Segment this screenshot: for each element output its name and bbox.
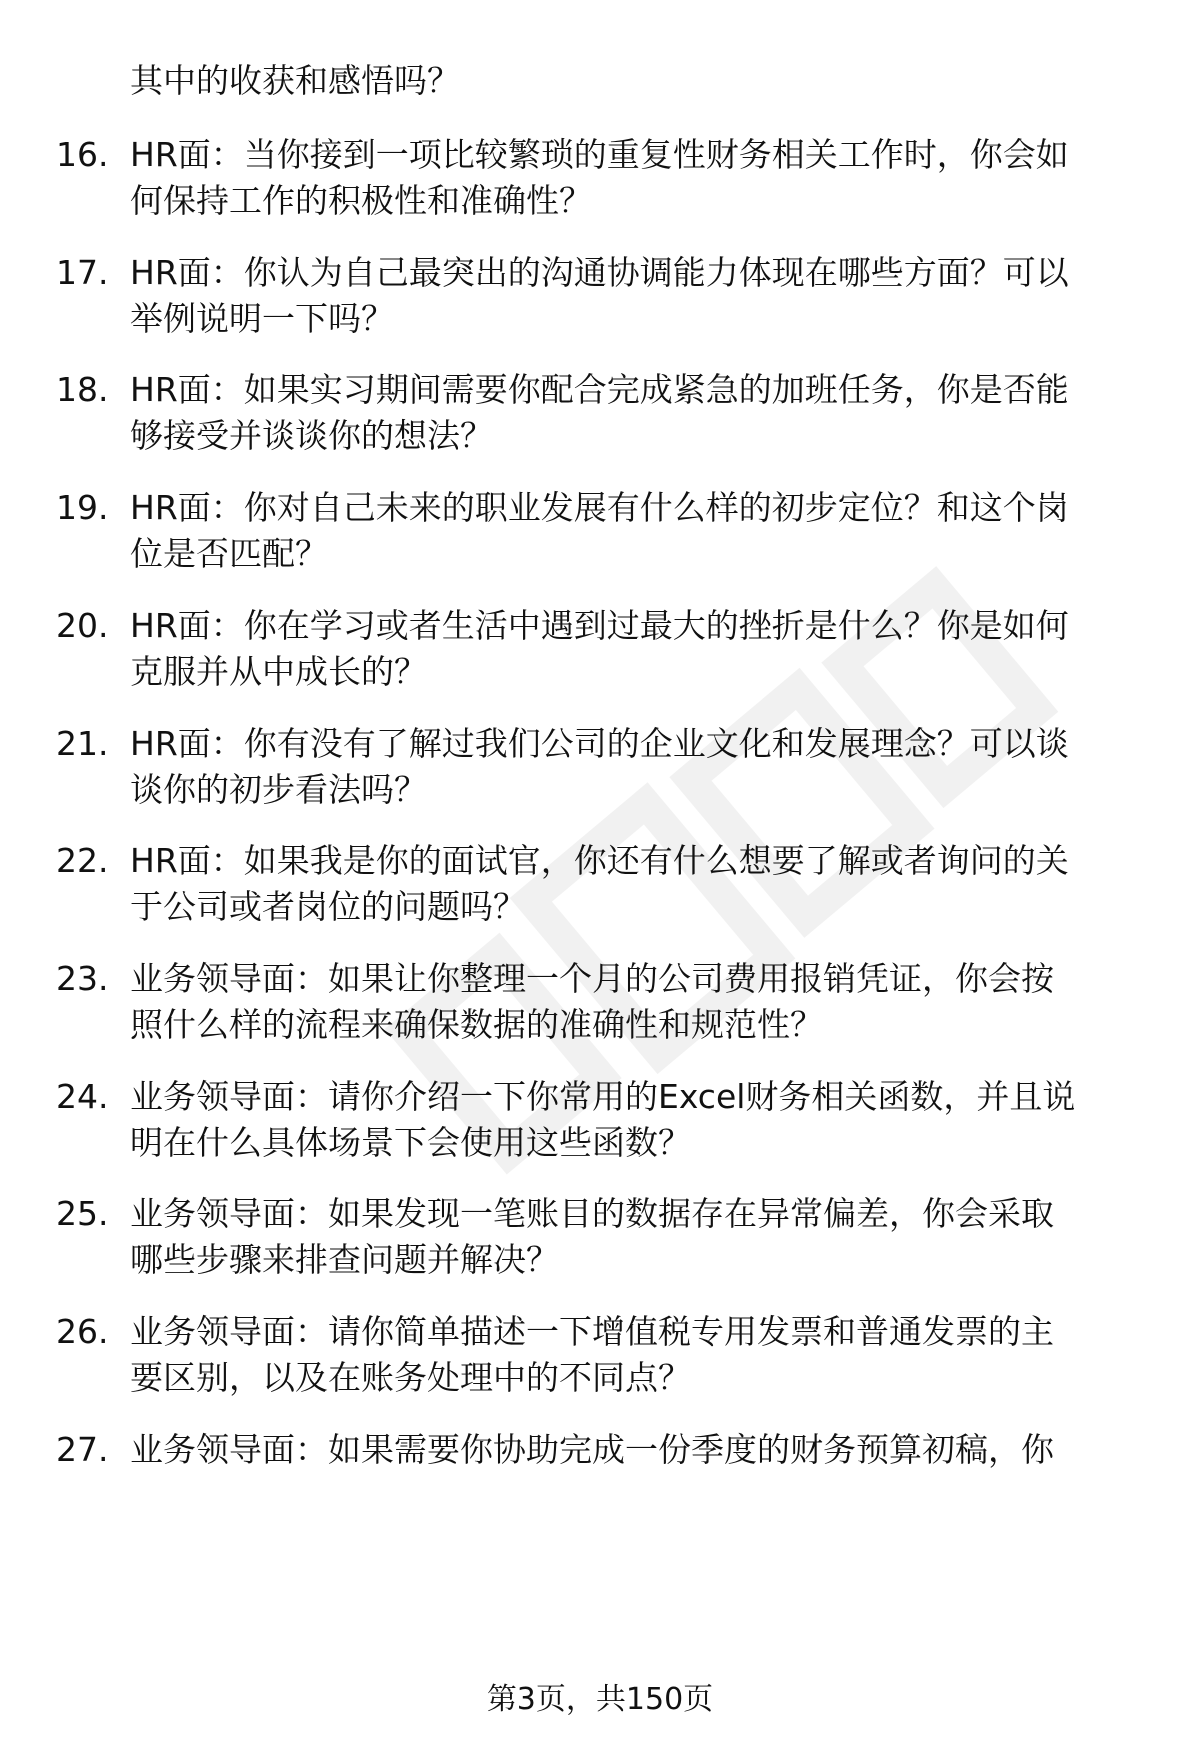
question-number: 17. (56, 253, 109, 292)
question-line: 其中的收获和感悟吗？ (130, 61, 460, 100)
question-number: 16. (56, 135, 109, 174)
question-line: HR面：你认为自己最突出的沟通协调能力体现在哪些方面？可以 (130, 253, 1069, 292)
question-number: 21. (56, 724, 109, 763)
question-line: HR面：如果我是你的面试官，你还有什么想要了解或者询问的关 (130, 841, 1069, 880)
question-line: 业务领导面：如果需要你协助完成一份季度的财务预算初稿，你 (130, 1430, 1054, 1469)
question-line: HR面：你有没有了解过我们公司的企业文化和发展理念？可以谈 (130, 724, 1069, 763)
question-line: HR面：当你接到一项比较繁琐的重复性财务相关工作时，你会如 (130, 135, 1069, 174)
question-number: 27. (56, 1430, 109, 1469)
question-number: 24. (56, 1077, 109, 1116)
question-line: HR面：如果实习期间需要你配合完成紧急的加班任务，你是否能 (130, 370, 1069, 409)
question-line: 要区别，以及在账务处理中的不同点？ (130, 1358, 691, 1397)
question-number: 18. (56, 370, 109, 409)
page-number: 第3页，共150页 (486, 1682, 714, 1717)
question-line: 克服并从中成长的？ (130, 652, 427, 691)
question-line: 够接受并谈谈你的想法？ (130, 416, 493, 455)
question-line: 位是否匹配？ (130, 534, 328, 573)
question-number: 26. (56, 1312, 109, 1351)
question-number: 23. (56, 959, 109, 998)
question-number: 20. (56, 606, 109, 645)
question-line: 于公司或者岗位的问题吗？ (130, 887, 526, 926)
question-line: 明在什么具体场景下会使用这些函数？ (130, 1123, 691, 1162)
question-line: 举例说明一下吗？ (130, 299, 394, 338)
question-number: 22. (56, 841, 109, 880)
question-line: 业务领导面：请你介绍一下你常用的Excel财务相关函数，并且说 (130, 1077, 1076, 1116)
question-line: 业务领导面：请你简单描述一下增值税专用发票和普通发票的主 (130, 1312, 1054, 1351)
question-number: 19. (56, 488, 109, 527)
question-line: 谈你的初步看法吗？ (130, 770, 427, 809)
question-line: 何保持工作的积极性和准确性？ (130, 181, 592, 220)
question-line: HR面：你在学习或者生活中遇到过最大的挫折是什么？你是如何 (130, 606, 1069, 645)
question-line: 业务领导面：如果发现一笔账目的数据存在异常偏差，你会采取 (130, 1194, 1054, 1233)
question-number: 25. (56, 1194, 109, 1233)
question-line: 哪些步骤来排查问题并解决？ (130, 1240, 559, 1279)
question-line: 业务领导面：如果让你整理一个月的公司费用报销凭证，你会按 (130, 959, 1054, 998)
question-line: 照什么样的流程来确保数据的准确性和规范性？ (130, 1005, 823, 1044)
question-line: HR面：你对自己未来的职业发展有什么样的初步定位？和这个岗 (130, 488, 1069, 527)
